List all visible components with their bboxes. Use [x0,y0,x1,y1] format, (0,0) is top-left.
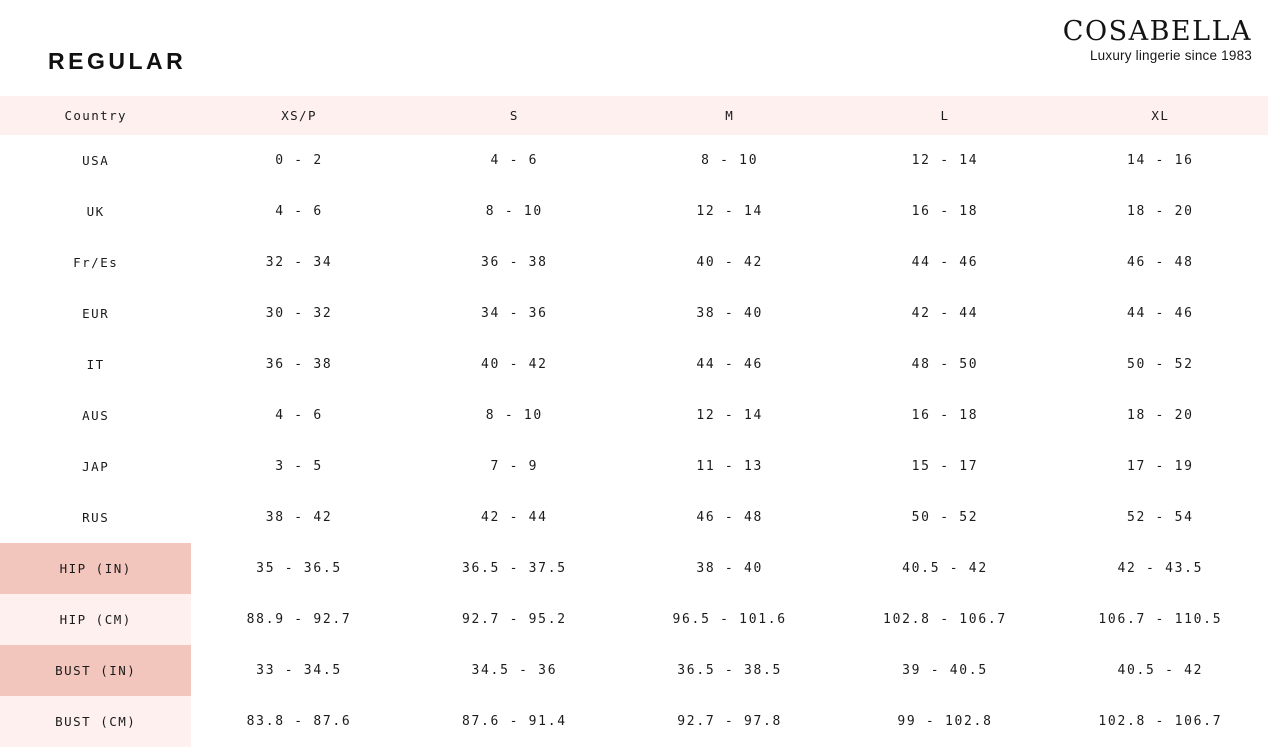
page-title: REGULAR [48,48,187,74]
row-value: 18 - 20 [1126,408,1194,423]
row-value: 40.5 - 42 [902,561,988,576]
row-label: USA [82,153,110,168]
row-label: JAP [82,459,110,474]
row-value: 12 - 14 [696,204,764,219]
row-value: 83.8 - 87.6 [246,714,352,729]
row-value: 17 - 19 [1126,459,1194,474]
row-value: 48 - 50 [911,357,979,372]
row-value: 36 - 38 [265,357,333,372]
row-label: BUST (CM) [0,696,191,747]
row-value: 30 - 32 [265,306,333,321]
row-label: HIP (CM) [0,594,191,645]
row-value: 34.5 - 36 [471,663,558,678]
column-header-country: Country [0,96,191,135]
row-value: 16 - 18 [911,204,979,219]
table-row [0,237,1268,288]
table-row [0,645,1268,696]
row-value: 92.7 - 97.8 [677,714,783,729]
brand-tagline: Luxury lingerie since 1983 [1089,48,1252,64]
row-value: 8 - 10 [485,408,543,423]
row-value: 44 - 46 [911,255,979,270]
row-value: 38 - 42 [265,510,333,525]
row-value: 92.7 - 95.2 [461,612,567,627]
row-label: UK [86,204,105,219]
row-value: 42 - 43.5 [1117,561,1204,576]
row-value: 42 - 44 [911,306,979,321]
row-value: 12 - 14 [911,153,979,168]
table-header-row [0,96,1268,135]
table-header [0,96,1268,135]
table-body [0,135,1268,747]
column-header-s: S [407,96,622,135]
row-value: 46 - 48 [1126,255,1194,270]
row-value: 38 - 40 [696,306,764,321]
row-value: 12 - 14 [696,408,764,423]
row-value: 15 - 17 [911,459,979,474]
table-row [0,390,1268,441]
brand-name: COSABELLA [1062,16,1252,47]
row-value: 40.5 - 42 [1117,663,1204,678]
row-value: 16 - 18 [911,408,979,423]
column-header-xsp: XS/P [191,96,406,135]
row-value: 7 - 9 [490,459,539,474]
row-value: 34 - 36 [481,306,548,321]
brand-logo [1063,18,1252,63]
row-value: 36.5 - 37.5 [461,561,567,576]
size-table-wrapper [0,96,1280,747]
row-label: BUST (IN) [0,645,191,696]
row-value: 46 - 48 [696,510,764,525]
row-label: AUS [82,408,110,423]
row-label: EUR [82,306,110,321]
row-value: 39 - 40.5 [902,663,988,678]
row-value: 87.6 - 91.4 [461,714,567,729]
row-value: 102.8 - 106.7 [1098,714,1223,729]
table-row [0,492,1268,543]
row-value: 42 - 44 [481,510,548,525]
row-value: 96.5 - 101.6 [672,612,787,627]
row-label: RUS [82,510,110,525]
row-value: 44 - 46 [696,357,764,372]
size-table [0,96,1268,747]
row-value: 50 - 52 [911,510,979,525]
row-value: 44 - 46 [1126,306,1194,321]
row-label: IT [86,357,105,372]
table-row [0,339,1268,390]
row-value: 4 - 6 [275,204,323,219]
row-value: 40 - 42 [696,255,764,270]
table-row [0,186,1268,237]
row-value: 50 - 52 [1126,357,1194,372]
row-value: 3 - 5 [275,459,323,474]
row-value: 4 - 6 [275,408,323,423]
row-value: 14 - 16 [1126,153,1194,168]
row-label: Fr/Es [73,255,119,270]
row-value: 88.9 - 92.7 [246,612,352,627]
row-value: 33 - 34.5 [256,663,342,678]
row-value: 40 - 42 [481,357,548,372]
row-value: 0 - 2 [275,153,323,168]
row-value: 8 - 10 [485,204,543,219]
row-value: 52 - 54 [1126,510,1194,525]
column-header-xl: XL [1053,96,1268,135]
row-value: 11 - 13 [696,459,764,474]
row-value: 38 - 40 [696,561,764,576]
table-row [0,594,1268,645]
row-label: HIP (IN) [0,543,191,594]
column-header-m: M [622,96,837,135]
table-row [0,696,1268,747]
table-row [0,441,1268,492]
column-header-l: L [837,96,1052,135]
row-value: 99 - 102.8 [897,714,993,729]
row-value: 32 - 34 [265,255,333,270]
table-row [0,135,1268,186]
row-value: 106.7 - 110.5 [1098,612,1223,627]
table-row [0,543,1268,594]
row-value: 35 - 36.5 [256,561,342,576]
row-value: 8 - 10 [701,153,759,168]
row-value: 36 - 38 [481,255,548,270]
table-row [0,288,1268,339]
row-value: 18 - 20 [1126,204,1194,219]
row-value: 36.5 - 38.5 [677,663,783,678]
row-value: 102.8 - 106.7 [883,612,1007,627]
row-value: 4 - 6 [490,153,539,168]
